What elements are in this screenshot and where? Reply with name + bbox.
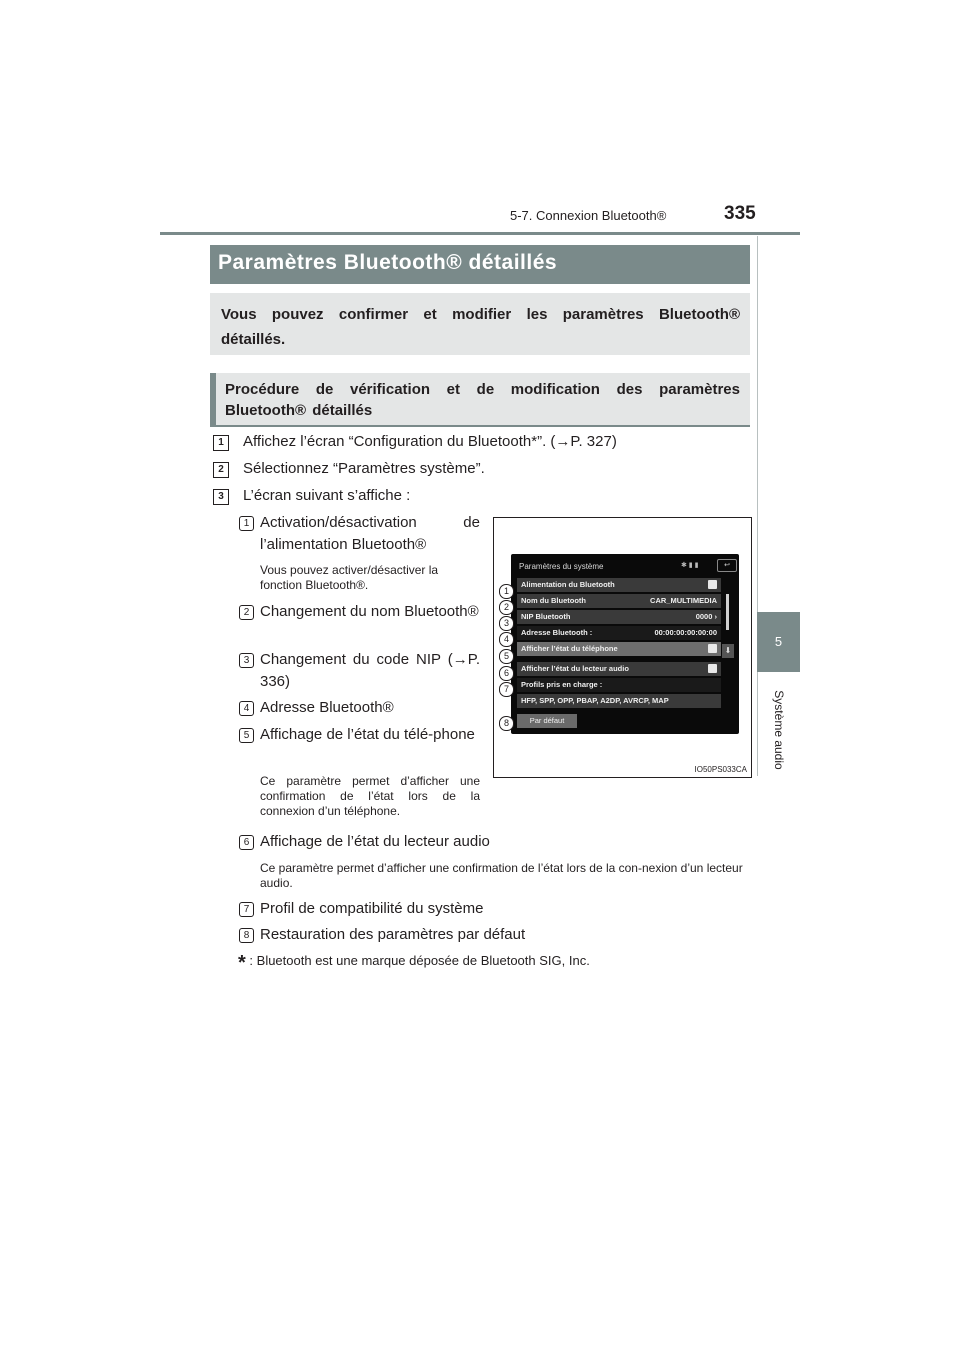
callout-8: 8 [499, 716, 514, 731]
callout-5: 5 [499, 649, 514, 664]
footnote [238, 952, 590, 975]
step-text: Affichez l’écran “Configuration du Bluetooth*”. (→P. 327) [243, 433, 617, 450]
default-button[interactable]: Par défaut [517, 714, 577, 728]
checkbox-icon[interactable] [708, 580, 717, 589]
row-audio-status[interactable] [517, 662, 721, 676]
footnote-star: * [238, 952, 246, 974]
row-value: CAR_MULTIMEDIA [650, 596, 717, 605]
item-text: Affichage de l’état du lecteur audio [260, 833, 490, 850]
item-number: 4 [239, 701, 254, 716]
row-bluetooth-name[interactable] [517, 594, 721, 608]
row-bluetooth-pin[interactable] [517, 610, 721, 624]
screen-title: Paramètres du système [519, 562, 604, 571]
row-bluetooth-power[interactable] [517, 578, 721, 592]
chapter-label-box [757, 680, 800, 780]
procedure-heading [210, 373, 750, 427]
chapter-tab [757, 612, 800, 672]
row-bluetooth-address [517, 626, 721, 640]
item-number: 6 [239, 835, 254, 850]
callout-3: 3 [499, 616, 514, 631]
scroll-down-icon[interactable]: ⬇ [722, 644, 734, 658]
item-text: Restauration des paramètres par défaut [260, 926, 526, 943]
intro-box [210, 293, 750, 355]
step-number: 2 [213, 462, 229, 478]
step-number: 3 [213, 489, 229, 505]
intro-text: Vous pouvez confirmer et modifier les paramètres Bluetooth® détaillés. [221, 306, 740, 348]
item-text: Changement du code NIP (→P. 336) [260, 651, 480, 690]
procedure-heading-text: Procédure de vérification et de modification des paramètres Bluetooth® détaillés [225, 381, 740, 419]
item-number: 2 [239, 605, 254, 620]
row-profile-list [517, 694, 721, 708]
status-icons: ✱ ▮ ▮ [681, 562, 699, 569]
item-note-6: Ce paramètre permet d’afficher une confirmation de l’état lors de la con-nexion d’un lecteur audio. [260, 861, 743, 890]
item-text: Affichage de l’état du télé-phone [260, 726, 475, 743]
step-text: L’écran suivant s’affiche : [243, 487, 411, 504]
callout-2: 2 [499, 600, 514, 615]
row-label: HFP, SPP, OPP, PBAP, A2DP, AVRCP, MAP [521, 696, 669, 705]
footnote-text: : Bluetooth est une marque déposée de Bluetooth SIG, Inc. [249, 953, 590, 968]
page-number: 335 [724, 203, 756, 224]
item-text: Profil de compatibilité du système [260, 900, 484, 917]
item-note-1: Vous pouvez activer/désactiver la fonction Bluetooth®. [260, 563, 439, 592]
header-rule [160, 232, 800, 235]
heading-accent-bar [210, 373, 216, 425]
display-screen [511, 554, 739, 734]
checkbox-icon[interactable] [708, 644, 717, 653]
callout-4: 4 [499, 632, 514, 647]
row-label: Profils pris en charge : [521, 680, 603, 689]
step-text: Sélectionnez “Paramètres système”. [243, 460, 485, 477]
item-number: 5 [239, 728, 254, 743]
row-label: NIP Bluetooth [521, 612, 571, 621]
page-title-bar [210, 245, 750, 284]
section-title: 5-7. Connexion Bluetooth® [510, 208, 667, 223]
item-number: 1 [239, 516, 254, 531]
step-number: 1 [213, 435, 229, 451]
item-note-5: Ce paramètre permet d’afficher une confirmation de l’état lors de la connexion d’un téléphone. [260, 774, 480, 818]
chapter-label: Système audio [771, 690, 786, 770]
item-number: 3 [239, 653, 254, 668]
row-value: 0000 › [695, 612, 717, 621]
row-label: Adresse Bluetooth : [521, 628, 593, 637]
item-number: 8 [239, 928, 254, 943]
item-text: Activation/désactivation de l’alimentation Bluetooth® [260, 514, 480, 553]
back-icon[interactable]: ↩ [717, 559, 737, 572]
checkbox-icon[interactable] [708, 664, 717, 673]
callout-1: 1 [499, 584, 514, 599]
callout-6: 6 [499, 666, 514, 681]
row-supported-profiles [517, 678, 721, 692]
callout-7: 7 [499, 682, 514, 697]
scrollbar[interactable] [726, 594, 729, 630]
page-title: Paramètres Bluetooth® détaillés [218, 251, 558, 274]
row-label: Nom du Bluetooth [521, 596, 586, 605]
row-label: Afficher l’état du téléphone [521, 644, 618, 653]
figure-code: IO50PS033CA [694, 765, 747, 774]
item-number: 7 [239, 902, 254, 917]
row-label: Afficher l’état du lecteur audio [521, 664, 629, 673]
row-label: Alimentation du Bluetooth [521, 580, 615, 589]
item-text: Changement du nom Bluetooth® [260, 603, 479, 620]
settings-screen-figure [493, 517, 752, 778]
row-phone-status[interactable] [517, 642, 721, 656]
row-value: 00:00:00:00:00:00 [654, 628, 717, 637]
chapter-number: 5 [774, 634, 783, 649]
item-text: Adresse Bluetooth® [260, 699, 394, 716]
